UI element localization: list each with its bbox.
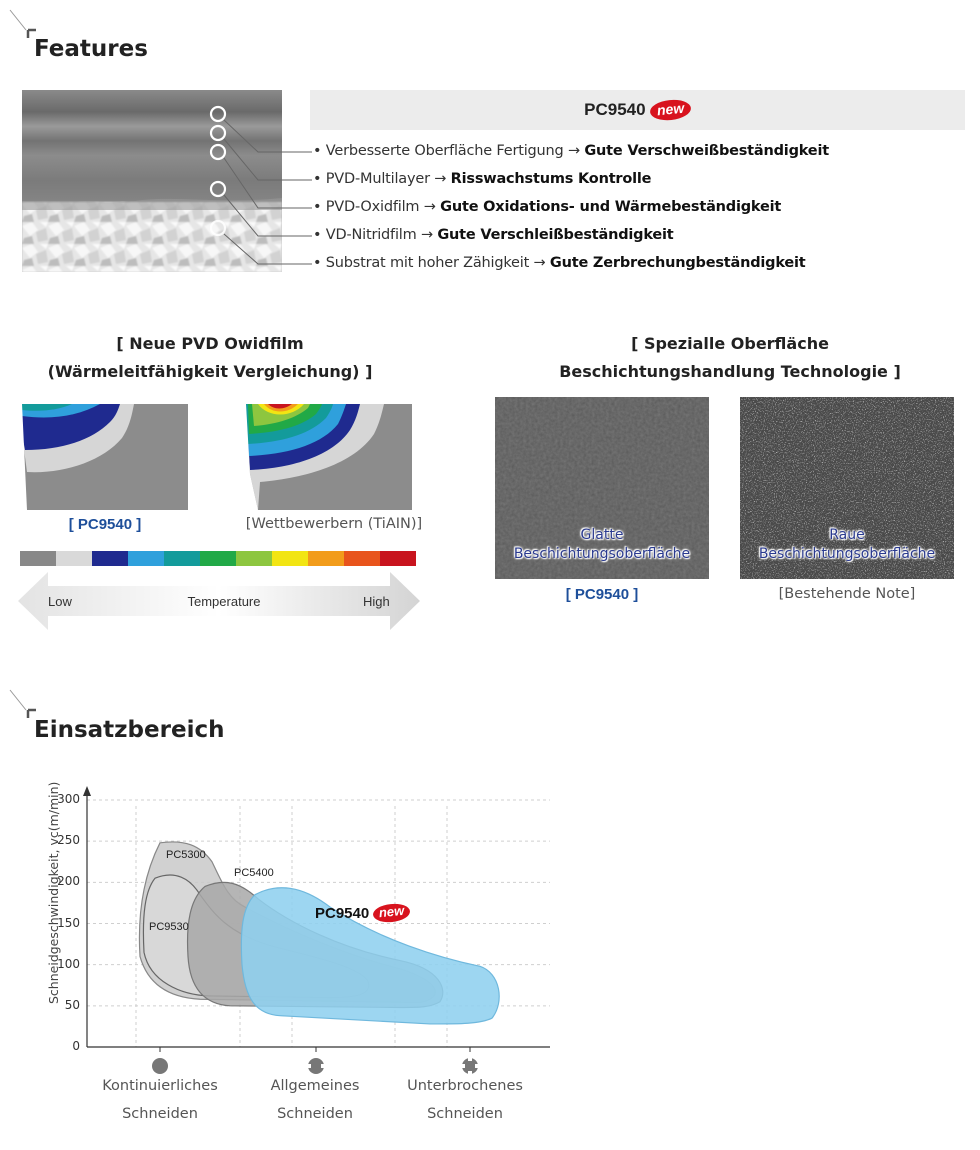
y-tick-label: 300 — [57, 792, 80, 806]
y-tick-label: 100 — [57, 956, 80, 971]
pc9540-series-name: PC9540 — [315, 904, 370, 922]
application-title: Einsatzbereich — [34, 717, 225, 743]
feature-line: • Verbesserte Oberfläche Fertigung → Gute Verschweißbeständigkeit — [313, 143, 829, 159]
feature-line: • PVD-Oxidfilm → Gute Oxidations- und Wärmebeständigkeit — [313, 199, 782, 215]
thermal-caption-pc9540: [ PC9540 ] — [68, 516, 142, 533]
category-label-continuous: Kontinuierliches Schneiden — [102, 1078, 218, 1122]
thermal-caption-tiain: [Wettbewerbern (TiAIN)] — [245, 516, 423, 532]
surface-heading: [ Spezialle Oberfläche Beschichtungshandlung Technologie ] — [559, 334, 901, 381]
smooth-surface-label: Glatte Beschichtungsoberfläche — [513, 527, 691, 562]
scale-high-label: High — [363, 594, 390, 609]
scale-low-label: Low — [48, 594, 72, 609]
surface-caption-pc9540: [ PC9540 ] — [565, 586, 639, 603]
category-label-general: Allgemeines Schneiden — [270, 1078, 360, 1122]
y-axis-arrow — [83, 786, 91, 796]
features-title: Features — [34, 36, 148, 62]
y-tick-label: 150 — [57, 915, 80, 930]
surface-caption-existing: [Bestehende Note] — [778, 586, 916, 602]
feature-line: • Substrat mit hoher Zähigkeit → Gute Zerbrechungbeständigkeit — [313, 255, 806, 271]
y-tick-label: 200 — [57, 874, 80, 889]
y-axis-label: Schneidgeschwindigkeit, vc(m/min) — [46, 781, 61, 1004]
feature-line: • VD-Nitridfilm → Gute Verschleißbeständigkeit — [313, 227, 674, 243]
pc5300-series-name: PC5300 — [166, 849, 206, 861]
y-tick-label: 50 — [64, 997, 80, 1012]
thermal-heading: [ Neue PVD Owidfilm (Wärmeleitfähigkeit Vergleichung) ] — [47, 334, 373, 381]
y-tick-label: 250 — [57, 833, 80, 848]
rough-surface-label: Raue Beschichtungsoberfläche — [758, 527, 936, 562]
pc9540-chart-label — [315, 904, 411, 922]
feature-line: • PVD-Multilayer → Risswachstums Kontrolle — [313, 171, 652, 187]
scale-temperature-label: Temperature — [187, 594, 261, 609]
y-tick-label: 0 — [72, 1039, 80, 1053]
new-badge: new — [649, 98, 692, 122]
product-name: PC9540 — [584, 100, 646, 119]
pc9530-series-name: PC9530 — [149, 921, 189, 933]
new-badge: new — [372, 902, 411, 924]
pc5400-series-name: PC5400 — [234, 867, 274, 879]
category-label-interrupted: Unterbrochenes Schneiden — [407, 1078, 523, 1122]
